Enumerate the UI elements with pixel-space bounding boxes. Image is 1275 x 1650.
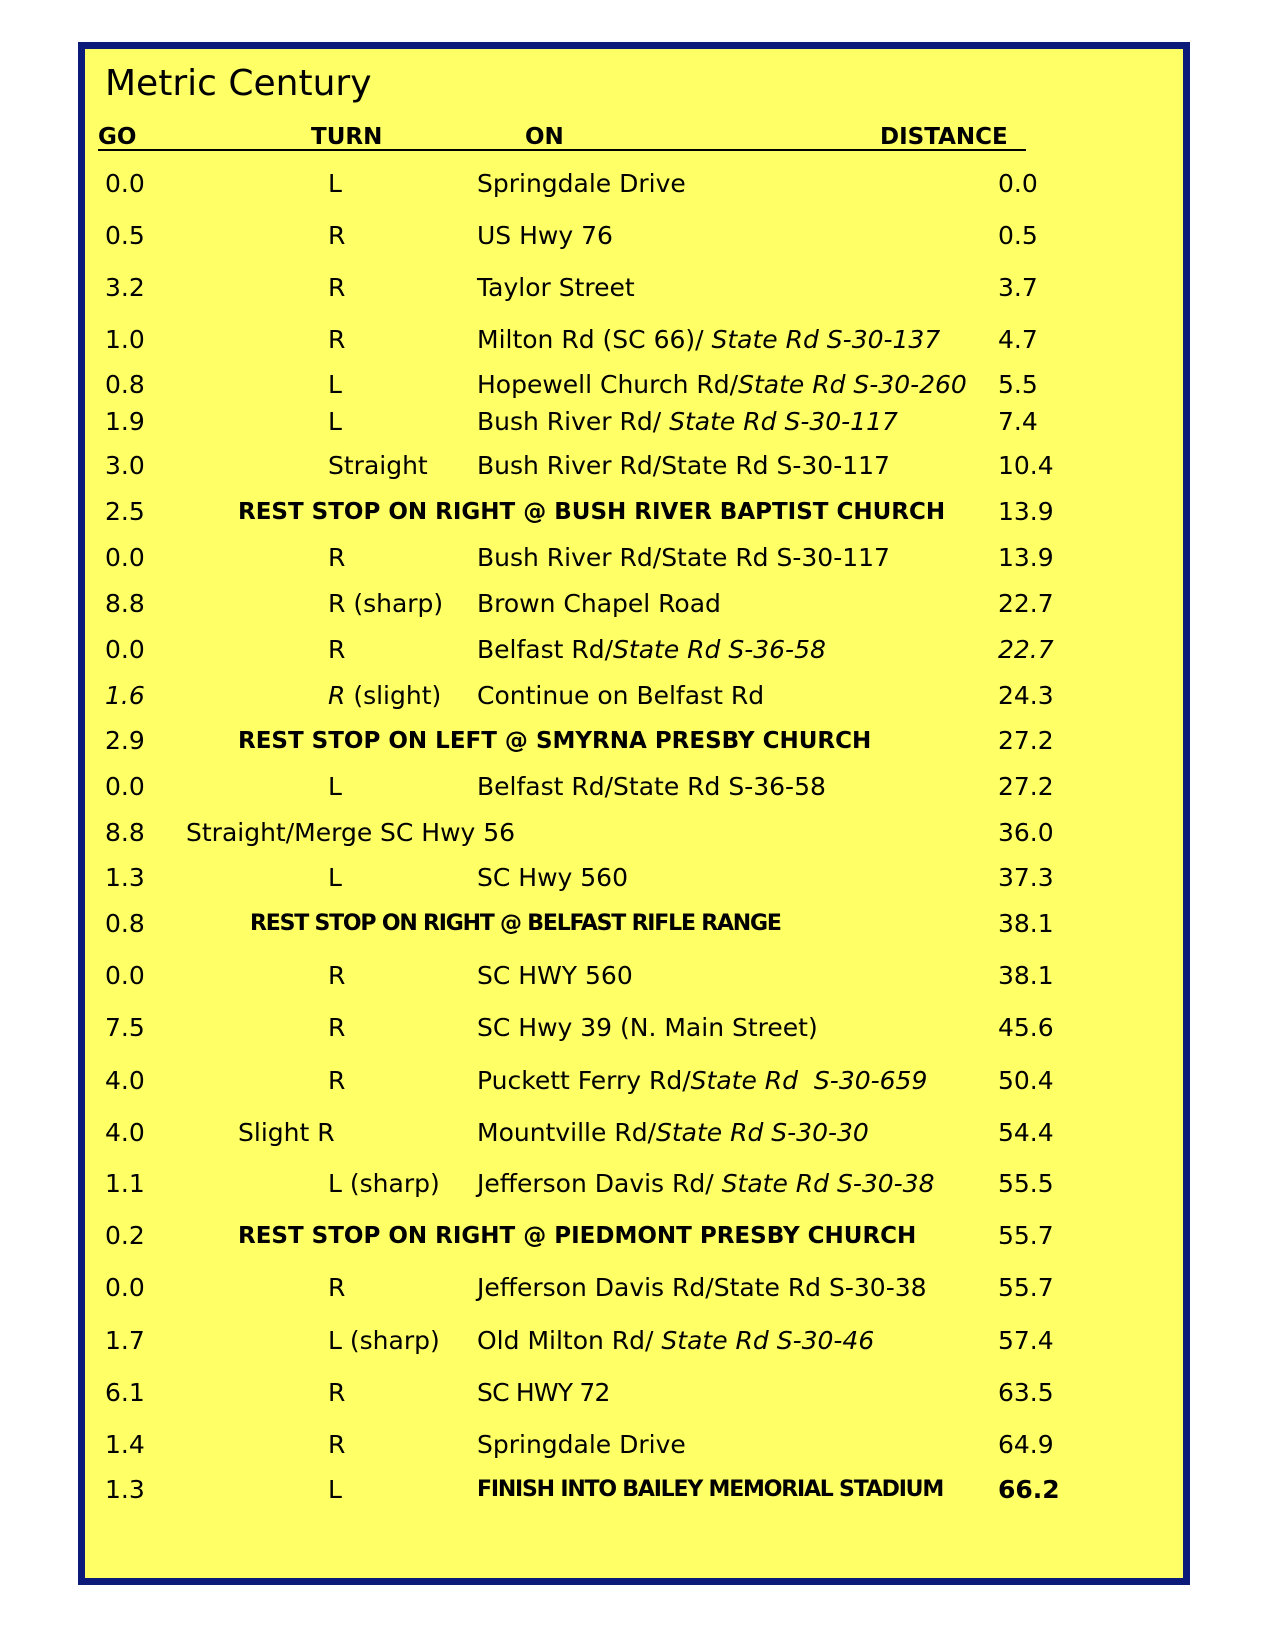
on-cell: Bush River Rd/State Rd S-30-117 (477, 451, 890, 480)
go-cell: 7.5 (105, 1013, 145, 1042)
distance-cell: 4.7 (998, 325, 1038, 354)
table-row (85, 1061, 1183, 1101)
go-cell: 1.1 (105, 1169, 145, 1198)
on-cell: Taylor Street (477, 273, 635, 302)
turn-cell: R (328, 221, 346, 250)
go-cell: 1.4 (105, 1430, 145, 1459)
cue-sheet (78, 42, 1190, 1585)
on-cell: SC HWY 72 (477, 1378, 610, 1407)
turn-cell: Straight (328, 451, 428, 480)
turn-cell: Slight R (238, 1118, 335, 1147)
table-row (85, 630, 1183, 670)
turn-cell: L (328, 370, 342, 399)
turn-cell: L (328, 863, 342, 892)
page-title: Metric Century (105, 63, 372, 104)
on-cell: Bush River Rd/State Rd S-30-117 (477, 543, 890, 572)
table-row (85, 1268, 1183, 1308)
distance-cell: 0.5 (998, 221, 1038, 250)
turn-cell: L (328, 1475, 342, 1504)
turn-cell: R (328, 635, 346, 664)
distance-cell: 45.6 (998, 1013, 1054, 1042)
go-cell: 2.9 (105, 726, 145, 755)
distance-cell: 0.0 (998, 169, 1038, 198)
table-row (85, 858, 1183, 898)
header-rule (98, 149, 1026, 151)
table-row (85, 1113, 1183, 1153)
on-cell: SC Hwy 56 (380, 818, 516, 847)
on-cell: Springdale Drive (477, 169, 686, 198)
go-cell: 8.8 (105, 589, 145, 618)
on-cell: Continue on Belfast Rd (477, 681, 765, 710)
table-row (85, 446, 1183, 486)
rest-stop-label: REST STOP ON RIGHT @ BUSH RIVER BAPTIST CHURCH (238, 499, 946, 525)
rest-stop-label: REST STOP ON LEFT @ SMYRNA PRESBY CHURCH (238, 728, 872, 754)
table-row (85, 676, 1183, 716)
turn-cell: L (328, 772, 342, 801)
on-cell: SC HWY 560 (477, 961, 633, 990)
on-cell: Springdale Drive (477, 1430, 686, 1459)
distance-cell: 64.9 (998, 1430, 1054, 1459)
finish-row (85, 1470, 1183, 1510)
distance-cell: 10.4 (998, 451, 1054, 480)
table-row (85, 538, 1183, 578)
distance-cell: 55.5 (998, 1169, 1054, 1198)
header-distance: DISTANCE (880, 124, 1008, 150)
turn-cell: R (328, 1066, 346, 1095)
on-cell: Hopewell Church Rd/State Rd S-30-260 (477, 370, 967, 399)
turn-cell: R (slight) (328, 681, 442, 710)
on-cell: Bush River Rd/ State Rd S-30-117 (477, 407, 898, 436)
go-cell: 6.1 (105, 1378, 145, 1407)
header-on: ON (525, 124, 564, 150)
distance-cell: 63.5 (998, 1378, 1054, 1407)
rest-stop-label: REST STOP ON RIGHT @ PIEDMONT PRESBY CHURCH (238, 1223, 917, 1249)
turn-cell: R (328, 1013, 346, 1042)
table-row (85, 1373, 1183, 1413)
rest-stop-row (85, 721, 1183, 761)
table-row (85, 767, 1183, 807)
turn-cell: R (328, 273, 346, 302)
finish-label: FINISH INTO BAILEY MEMORIAL STADIUM (477, 1477, 944, 1502)
rest-stop-row (85, 1216, 1183, 1256)
distance-cell: 38.1 (998, 961, 1054, 990)
go-cell: 8.8 (105, 818, 145, 847)
table-row (85, 365, 1183, 405)
go-cell: 0.2 (105, 1221, 145, 1250)
on-cell: Belfast Rd/State Rd S-36-58 (477, 635, 826, 664)
go-cell: 0.0 (105, 772, 145, 801)
on-cell: Jefferson Davis Rd/State Rd S-30-38 (477, 1273, 927, 1302)
table-row (85, 216, 1183, 256)
turn-cell: R (328, 543, 346, 572)
distance-cell: 7.4 (998, 407, 1038, 436)
distance-cell: 13.9 (998, 543, 1054, 572)
rest-stop-row (85, 904, 1183, 944)
table-row (85, 1008, 1183, 1048)
go-cell: 1.0 (105, 325, 145, 354)
on-cell: Puckett Ferry Rd/State Rd S-30-659 (477, 1066, 928, 1095)
on-cell: Mountville Rd/State Rd S-30-30 (477, 1118, 869, 1147)
go-cell: 0.5 (105, 221, 145, 250)
turn-cell: L (sharp) (328, 1326, 440, 1355)
distance-cell: 55.7 (998, 1273, 1054, 1302)
go-cell: 2.5 (105, 497, 145, 526)
go-cell: 0.8 (105, 909, 145, 938)
distance-cell: 37.3 (998, 863, 1054, 892)
table-row (85, 402, 1183, 442)
go-cell: 1.6 (105, 681, 145, 710)
go-cell: 0.8 (105, 370, 145, 399)
distance-cell: 3.7 (998, 273, 1038, 302)
on-cell: SC Hwy 560 (477, 863, 628, 892)
turn-cell: R (328, 961, 346, 990)
distance-cell: 66.2 (998, 1475, 1060, 1504)
turn-cell: R (328, 1378, 346, 1407)
distance-cell: 55.7 (998, 1221, 1054, 1250)
table-row (85, 164, 1183, 204)
go-cell: 3.2 (105, 273, 145, 302)
go-cell: 0.0 (105, 543, 145, 572)
on-cell: Belfast Rd/State Rd S-36-58 (477, 772, 826, 801)
distance-cell: 54.4 (998, 1118, 1054, 1147)
distance-cell: 22.7 (998, 589, 1054, 618)
go-cell: 0.0 (105, 635, 145, 664)
go-cell: 3.0 (105, 451, 145, 480)
distance-cell: 22.7 (998, 635, 1054, 664)
header-turn: TURN (311, 124, 383, 150)
on-cell: Old Milton Rd/ State Rd S-30-46 (477, 1326, 875, 1355)
table-row (85, 584, 1183, 624)
distance-cell: 5.5 (998, 370, 1038, 399)
turn-cell: L (sharp) (328, 1169, 440, 1198)
go-cell: 0.0 (105, 169, 145, 198)
turn-cell: R (sharp) (328, 589, 444, 618)
turn-cell: L (328, 169, 342, 198)
table-row (85, 956, 1183, 996)
table-row (85, 1164, 1183, 1204)
table-row (85, 813, 1183, 853)
distance-cell: 50.4 (998, 1066, 1054, 1095)
go-cell: 4.0 (105, 1066, 145, 1095)
on-cell: SC Hwy 39 (N. Main Street) (477, 1013, 818, 1042)
on-cell: US Hwy 76 (477, 221, 613, 250)
go-cell: 4.0 (105, 1118, 145, 1147)
go-cell: 1.7 (105, 1326, 145, 1355)
header-go: GO (98, 124, 137, 150)
table-row (85, 320, 1183, 360)
distance-cell: 24.3 (998, 681, 1054, 710)
table-row (85, 1425, 1183, 1465)
table-row (85, 1321, 1183, 1361)
distance-cell: 27.2 (998, 772, 1054, 801)
go-cell: 0.0 (105, 1273, 145, 1302)
table-row (85, 268, 1183, 308)
rest-stop-row (85, 492, 1183, 532)
go-cell: 1.9 (105, 407, 145, 436)
turn-cell: R (328, 325, 346, 354)
distance-cell: 36.0 (998, 818, 1054, 847)
on-cell: Milton Rd (SC 66)/ State Rd S-30-137 (477, 325, 941, 354)
distance-cell: 38.1 (998, 909, 1054, 938)
turn-cell: R (328, 1273, 346, 1302)
distance-cell: 27.2 (998, 726, 1054, 755)
turn-cell: L (328, 407, 342, 436)
go-cell: 0.0 (105, 961, 145, 990)
distance-cell: 13.9 (998, 497, 1054, 526)
go-cell: 1.3 (105, 1475, 145, 1504)
turn-cell: Straight/Merge (186, 818, 373, 847)
rest-stop-label: REST STOP ON RIGHT @ BELFAST RIFLE RANGE (250, 911, 781, 936)
on-cell: Brown Chapel Road (477, 589, 721, 618)
go-cell: 1.3 (105, 863, 145, 892)
distance-cell: 57.4 (998, 1326, 1054, 1355)
turn-cell: R (328, 1430, 346, 1459)
on-cell: Jefferson Davis Rd/ State Rd S-30-38 (477, 1169, 935, 1198)
